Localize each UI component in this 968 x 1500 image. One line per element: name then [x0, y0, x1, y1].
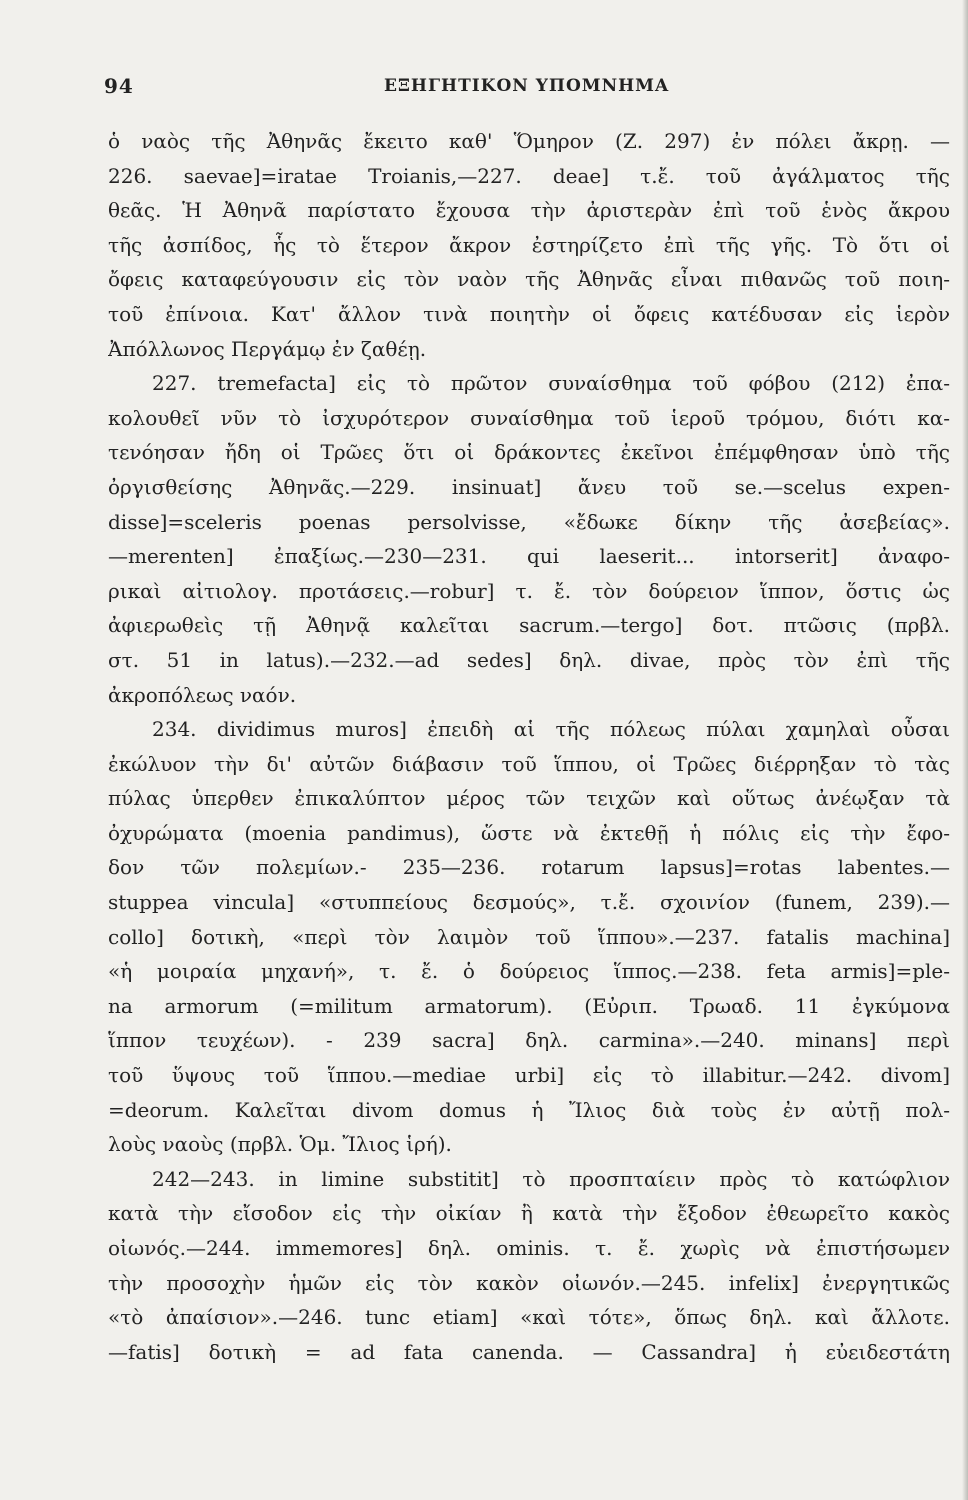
text-line: «τὸ ἀπαίσιον».—246. tunc etiam] «καὶ τότε», ὅπως δηλ. καὶ ἄλλοτε.	[108, 1305, 950, 1330]
text-line: na armorum (=militum armatorum). (Εὐριπ. Τρωαδ. 11 ἐγκύμονα	[108, 993, 950, 1018]
page-header	[104, 74, 964, 104]
text-line: disse]=sceleris poenas persolvisse, «ἔδωκε δίκην τῆς ἀσεβείας».	[108, 509, 950, 534]
page-number: 94	[104, 74, 134, 98]
text-line: Ἀπόλλωνος Περγάμῳ ἐν ζαθέῃ.	[108, 336, 427, 361]
text-line: «ἡ μοιραία μηχανή», τ. ἔ. ὁ δούρειος ἵππος.—238. feta armis]=ple-	[108, 959, 950, 984]
text-line: κολουθεῖ νῦν τὸ ἰσχυρότερον συναίσθημα τοῦ ἱεροῦ τρόμου, διότι κα-	[108, 405, 950, 430]
text-line: θεᾶς. Ἡ Ἀθηνᾶ παρίστατο ἔχουσα τὴν ἀριστερὰν ἐπὶ τοῦ ἑνὸς ἄκρου	[108, 198, 950, 223]
text-line: ὄφεις καταφεύγουσιν εἰς τὸν ναὸν τῆς Ἀθηνᾶς εἶναι πιθανῶς τοῦ ποιη-	[108, 267, 950, 292]
text-line: 242—243. in limine substitit] τὸ προσπταίειν πρὸς τὸ κατώφλιον	[152, 1166, 950, 1191]
text-line: τοῦ ἐπίνοια. Κατ' ἄλλον τινὰ ποιητὴν οἱ ὄφεις κατέδυσαν εἰς ἱερὸν	[108, 301, 950, 326]
text-line: ἀκροπόλεως ναόν.	[108, 682, 297, 707]
text-line: τενόησαν ἤδη οἱ Τρῶες ὅτι οἱ δράκοντες ἐκεῖνοι ἐπέμφθησαν ὑπὸ τῆς	[108, 440, 950, 465]
running-title: ΕΞΗΓΗΤΙΚΟΝ ΥΠΟΜΝΗΜΑ	[384, 76, 670, 96]
text-line: —merenten] ἐπαξίως.—230—231. qui laeserit... intorserit] ἀναφο-	[108, 544, 950, 569]
text-line: collo] δοτικὴ, «περὶ τὸν λαιμὸν τοῦ ἵππου».—237. fatalis machina]	[108, 924, 950, 949]
commentary-text	[108, 124, 950, 1369]
text-line: ὁ ναὸς τῆς Ἀθηνᾶς ἔκειτο καθ' Ὅμηρον (Ζ. 297) ἐν πόλει ἄκρῃ. —	[108, 129, 950, 153]
text-line: ρικαὶ αἰτιολογ. προτάσεις.—robur] τ. ἔ. τὸν δούρειον ἵππον, ὅστις ὡς	[108, 578, 950, 603]
text-line: =deorum. Καλεῖται divom domus ἡ Ἴλιος διὰ τοὺς ἐν αὐτῇ πολ-	[108, 1097, 950, 1122]
text-line: κατὰ τὴν εἴσοδον εἰς τὴν οἰκίαν ἢ κατὰ τὴν ἔξοδον ἐθεωρεῖτο κακὸς	[108, 1201, 950, 1226]
text-line: ἀφιερωθεὶς τῇ Ἀθηνᾷ καλεῖται sacrum.—tergo] δοτ. πτῶσις (πρβλ.	[108, 613, 950, 638]
text-line: —fatis] δοτικὴ = ad fata canenda. — Cassandra] ἡ εὐειδεστάτη	[108, 1339, 950, 1364]
text-line: τὴν προσοχὴν ἡμῶν εἰς τὸν κακὸν οἰωνόν.—245. infelix] ἐνεργητικῶς	[108, 1270, 950, 1295]
text-line: 227. tremefacta] εἰς τὸ πρῶτον συναίσθημα τοῦ φόβου (212) ἐπα-	[152, 371, 950, 396]
text-line: ἐκώλυον τὴν δι' αὐτῶν διάβασιν τοῦ ἵππου, οἱ Τρῶες διέρρηξαν τὸ τὰς	[108, 751, 950, 776]
text-line: stuppea vincula] «στυππείους δεσμούς», τ.ἔ. σχοινίον (funem, 239).—	[108, 890, 950, 915]
text-line: τῆς ἀσπίδος, ἧς τὸ ἕτερον ἄκρον ἐστηρίζετο ἐπὶ τῆς γῆς. Τὸ ὅτι οἱ	[108, 232, 950, 257]
text-line: ὀχυρώματα (moenia pandimus), ὥστε νὰ ἐκτεθῇ ἡ πόλις εἰς τὴν ἔφο-	[108, 820, 950, 845]
text-line: τοῦ ὕψους τοῦ ἵππου.—mediae urbi] εἰς τὸ illabitur.—242. divom]	[108, 1063, 950, 1088]
page-edge-shadow	[962, 0, 968, 1500]
text-line: 226. saevae]=iratae Troianis,—227. deae] τ.ἔ. τοῦ ἀγάλματος τῆς	[108, 163, 950, 188]
text-line: 234. dividimus muros] ἐπειδὴ αἱ τῆς πόλεως πύλαι χαμηλαὶ οὖσαι	[152, 717, 950, 742]
text-line: στ. 51 in latus).—232.—ad sedes] δηλ. divae, πρὸς τὸν ἐπὶ τῆς	[108, 647, 950, 672]
text-line: πύλας ὑπερθεν ἐπικαλύπτον μέρος τῶν τειχῶν καὶ οὕτως ἀνέῳξαν τὰ	[108, 786, 950, 811]
text-line: ἵππον τευχέων). - 239 sacra] δηλ. carmina».—240. minans] περὶ	[108, 1028, 950, 1053]
text-line: οἰωνός.—244. immemores] δηλ. ominis. τ. ἔ. χωρὶς νὰ ἐπιστήσωμεν	[108, 1236, 950, 1260]
text-line: ὀργισθείσης Ἀθηνᾶς.—229. insinuat] ἄνευ τοῦ se.—scelus expen-	[108, 474, 950, 499]
text-line: λοὺς ναοὺς (πρβλ. Ὁμ. Ἴλιος ἱρή).	[108, 1132, 452, 1157]
text-line: δον τῶν πολεμίων.- 235—236. rotarum lapsus]=rotas labentes.—	[108, 855, 950, 880]
